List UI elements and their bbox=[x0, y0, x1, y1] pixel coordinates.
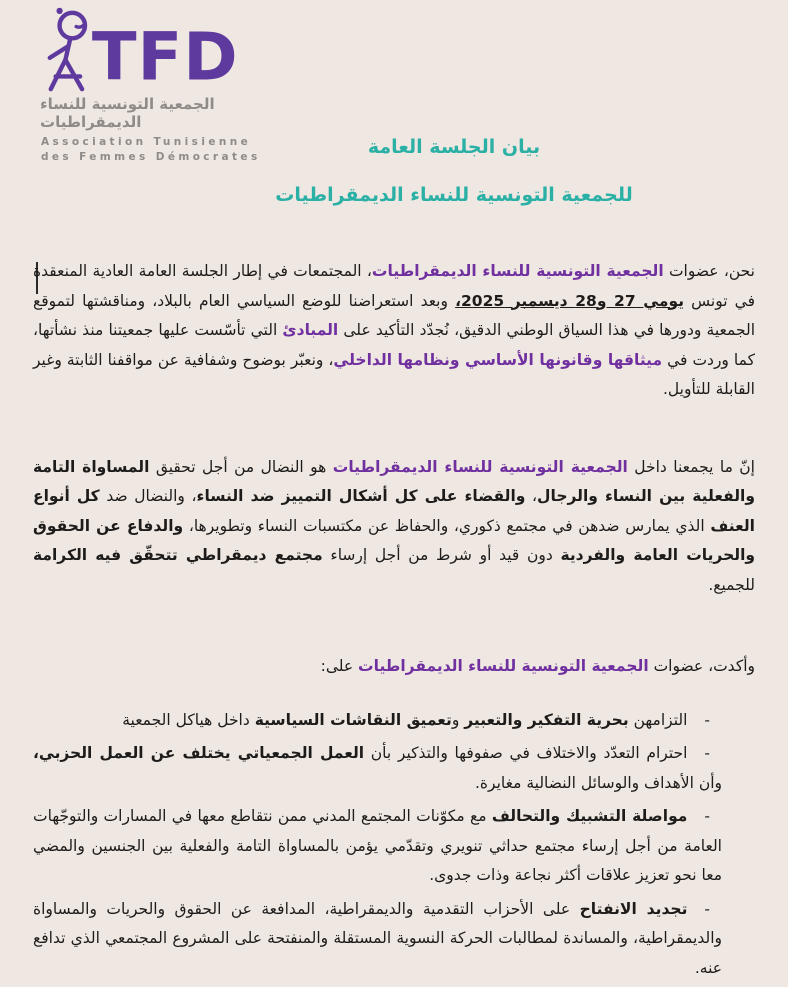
logo-french-line2: des Femmes Démocrates bbox=[41, 151, 261, 163]
text-run-bold: العمل الجمعياتي يختلف عن العمل الحزبي، bbox=[33, 744, 365, 762]
text-run: ، ونعبّر بوضوح وشفافية عن مواقفنا الثابتة وغير القابلة للتأويل. bbox=[33, 350, 755, 398]
text-run: ، المجتمعات في إطار الجلسة العامة العادية المنعقدة في تونس bbox=[33, 262, 756, 310]
text-run: نحن، عضوات bbox=[663, 262, 755, 280]
text-run: إنّ ما يجمعنا داخل bbox=[627, 457, 755, 476]
list-item bbox=[33, 706, 722, 736]
list-item bbox=[33, 895, 722, 984]
text-run: على: bbox=[320, 657, 359, 675]
text-run-bold: والقضاء على كل أشكال التمييز ضد النساء bbox=[196, 487, 526, 505]
text-run: ، bbox=[525, 487, 538, 505]
logo-french-line1: Association Tunisienne bbox=[41, 136, 252, 148]
text-run: داخل هياكل الجمعية bbox=[122, 710, 255, 729]
text-run-bold: كل أنواع العنف bbox=[33, 487, 755, 535]
text-run-bold: والدفاع عن الحقوق والحريات العامة والفردية bbox=[33, 516, 756, 564]
text-run-date-underlined: يومي 27 و28 ديسمبر 2025، bbox=[455, 291, 685, 310]
text-run-purple: المبادئ bbox=[282, 321, 339, 339]
dash-marker: - bbox=[704, 744, 710, 762]
text-run: احترام التعدّد والاختلاف في صفوفها والتذكير بأن bbox=[364, 744, 688, 762]
dash-marker: - bbox=[704, 807, 710, 825]
text-run: هو النضال من أجل تحقيق bbox=[149, 457, 333, 476]
list-item bbox=[33, 739, 722, 798]
text-run-bold: مواصلة التشبيك والتحالف bbox=[491, 807, 688, 825]
commitments-list bbox=[33, 706, 755, 984]
text-run: وأكدت، عضوات bbox=[648, 657, 755, 675]
text-run: و bbox=[451, 710, 465, 729]
text-run-bold: تجديد الانفتاح bbox=[579, 899, 688, 918]
text-run-bold: مجتمع ديمقراطي تتحقّق فيه الكرامة bbox=[33, 546, 323, 564]
paragraph-mission bbox=[33, 453, 755, 601]
text-run: الذي يمارس ضدهن في مجتمع ذكوري، والحفاظ عن مكتسبات النساء وتطويرها، bbox=[183, 516, 711, 535]
atfd-acronym: TFD bbox=[91, 19, 239, 94]
text-run-bold: تعميق النقاشات السياسية bbox=[254, 710, 452, 729]
text-run-bold: المساواة التامة والفعلية بين النساء والرجال bbox=[33, 457, 755, 505]
statement-headings bbox=[120, 136, 788, 206]
list-item bbox=[33, 802, 722, 891]
statement-body bbox=[33, 257, 755, 987]
dash-marker: - bbox=[704, 899, 710, 918]
text-run-purple: الجمعية التونسية للنساء الديمقراطيات bbox=[332, 457, 628, 476]
text-run: وبعد استعراضنا للوضع السياسي العام بالبلاد، ومناقشتها لتموقع الجمعية ودورها في هذا السياق الوطني الدقيق، نُجدّد التأكيد على bbox=[33, 291, 756, 339]
text-run-purple: الجمعية التونسية للنساء الديمقراطيات bbox=[371, 262, 664, 280]
statement-title: بيان الجلسة العامة bbox=[367, 136, 541, 158]
text-run-purple: الجمعية التونسية للنساء الديمقراطيات bbox=[358, 657, 649, 675]
statement-subtitle: للجمعية التونسية للنساء الديمقراطيات bbox=[275, 184, 633, 206]
figure-head-dot bbox=[56, 8, 62, 14]
stick-figure-icon bbox=[50, 13, 85, 89]
text-run: وأن الأهداف والوسائل النضالية مغايرة. bbox=[475, 773, 722, 792]
text-run: للجميع. bbox=[708, 575, 755, 594]
text-run-purple: ميثاقها وقانونها الأساسي ونظامها الداخلي bbox=[333, 350, 663, 369]
text-run: مع مكوّنات المجتمع المدني ممن نتقاطع معها في المسارات والتوجّهات العامة من أجل إرساء مجتمع حداثي تنويري وتقدّمي يؤمن بالمساواة التامة والفعلية بين الجنسين والمضي معا نحو تعزيز علاقات أكثر نجاعة وذات جدوى. bbox=[33, 807, 722, 884]
logo-arabic-name: الجمعية التونسية للنساء الديمقراطيات bbox=[40, 95, 215, 131]
text-run: التي تأسّست عليها جمعيتنا منذ نشأتها، كما وردت في bbox=[33, 321, 755, 369]
text-run: دون قيد أو شرط من أجل إرساء bbox=[322, 546, 561, 564]
dash-marker: - bbox=[704, 710, 710, 729]
text-run: على الأحزاب التقدمية والديمقراطية، المدافعة عن الحقوق والحريات والمساواة والديمقراطية، والمساندة لمطالبات الحركة النسوية المستقلة والمنفتحة على المشروع المجتمعي الذي تدافع عنه. bbox=[33, 899, 722, 977]
text-run-bold: بحرية التفكير والتعبير bbox=[464, 710, 629, 729]
text-run: التزامهن bbox=[628, 710, 688, 729]
paragraph-opening bbox=[33, 257, 755, 405]
affirmation-lead-in bbox=[33, 652, 755, 682]
atfd-logo-graphic bbox=[40, 6, 262, 94]
text-run: ، والنضال ضد bbox=[99, 487, 197, 505]
